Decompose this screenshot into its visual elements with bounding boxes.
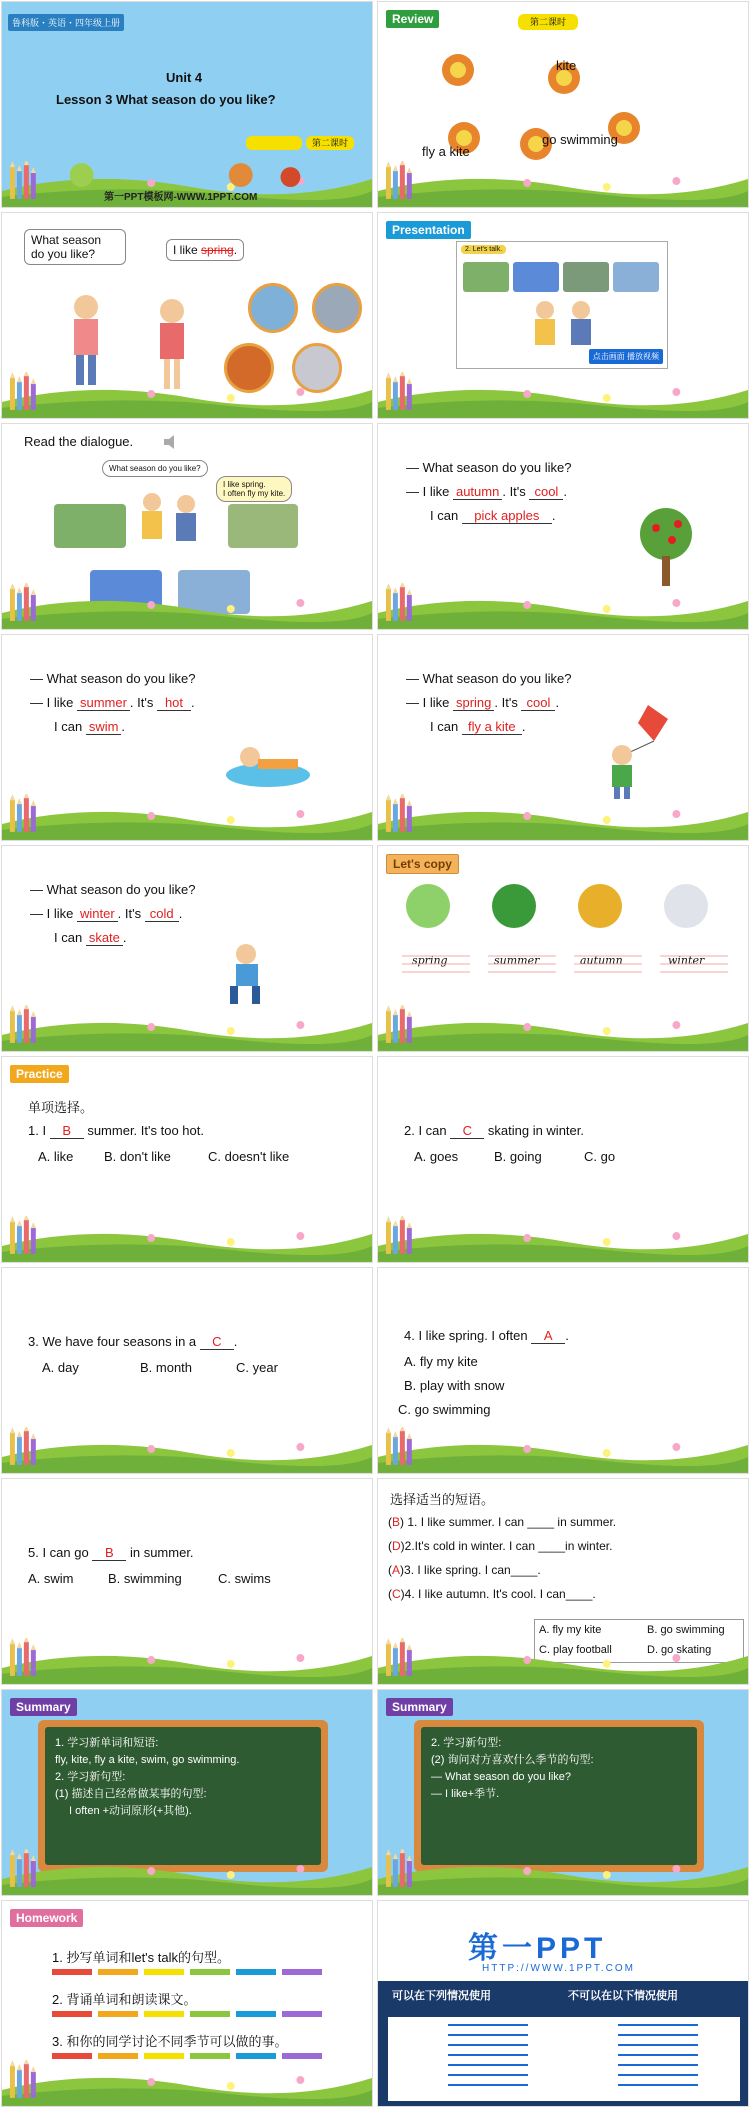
copy-word-spring: spring [412,954,448,967]
answer-prefix: — I like [406,695,450,710]
answer-end: . [563,484,568,499]
lets-copy-tag: Let's copy [386,854,459,874]
season-answer: summer [77,695,130,711]
season-picture-2[interactable] [312,283,362,333]
grass-decoration [2,2060,372,2106]
answer-bubble [216,476,292,502]
match-4-text: 4. I like autumn. It's cool. I can____. [404,1587,596,1601]
can-prefix: I can [430,508,459,523]
can-prefix: I can [54,719,83,734]
grass-decoration [2,1427,372,1473]
question-4-prefix: 4. I like spring. I often [404,1328,528,1343]
answer-line-2: I often fly my kite. [223,489,286,498]
unit-title: Unit 4 [166,70,203,85]
firework-1[interactable] [434,46,482,94]
match-4-answer: C [392,1587,401,1601]
summary-line-5: I often +动词原形(+其他). [69,1805,192,1817]
slide-read-dialogue[interactable] [1,423,373,630]
slide-lets-copy[interactable] [377,845,749,1052]
chalkboard-surface [45,1727,321,1865]
grass-decoration [2,1216,372,1262]
weather-answer: hot [157,695,191,711]
grass-decoration [378,1216,748,1262]
choice-a: A. fly my kite [539,1624,602,1636]
option-b: B. swimming [108,1571,182,1586]
question-bubble [24,229,126,265]
answer-line [406,484,567,500]
period-pill: 第二课时 [306,136,354,150]
crayon-row-2 [52,2009,322,2019]
copy-word-autumn: autumn [580,954,623,967]
grass-decoration [2,794,372,840]
slide-practice-3[interactable] [1,1267,373,1474]
question-2 [404,1123,584,1139]
choice-d: D. go skating [647,1644,712,1656]
question-4-suffix: . [565,1328,569,1343]
crayon-row-1 [52,1967,322,1977]
video-thumb-2[interactable] [513,262,559,292]
video-frame[interactable] [456,241,668,369]
grass-decoration [378,1638,748,1684]
question-line: — What season do you like? [406,460,572,475]
presentation-tag: Presentation [386,221,471,239]
question-2-answer: C [450,1123,484,1139]
copy-word-winter: winter [668,954,705,967]
grass-decoration [2,1005,372,1051]
homework-3: 3. 和你的同学讨论不同季节可以做的事。 [52,2034,288,2049]
swimmer-illustration [220,731,316,791]
slide-presentation[interactable] [377,212,749,419]
copy-word-summer: summer [494,954,540,967]
kite-boy-illustration [598,701,678,801]
summary-line-3: — What season do you like? [431,1771,572,1783]
question-5-suffix: in summer. [129,1545,194,1560]
answer-prefix: — I like [406,484,450,499]
slide-autumn[interactable] [377,423,749,630]
weather-prefix: . It's [494,695,518,710]
activity-answer: skate [86,930,123,946]
question-line: — What season do you like? [30,671,196,686]
summary-line-4: (1) 描述自己经常做某事的句型: [55,1788,207,1800]
word-kite: kite [556,58,577,73]
activity-answer: fly a kite [462,719,522,735]
homework-tag: Homework [10,1909,83,1927]
answer-word: spring [201,243,234,257]
activity-end: . [122,930,127,945]
option-c: C. swims [218,1571,271,1586]
answer-line-1: I like spring. [223,480,266,489]
question-4-answer: A [531,1328,565,1344]
match-2-text: 2.It's cold in winter. I can ____in winter. [404,1539,613,1553]
answer-bubble [166,239,244,261]
word-fly-a-kite: fly a kite [422,144,470,159]
match-3-answer: A [392,1563,401,1577]
word-go-swimming: go swimming [542,132,618,147]
option-a: A. like [38,1149,74,1164]
question-3-answer: C [200,1334,234,1350]
homework-1: 1. 抄写单词和let's talk的句型。 [52,1950,231,1965]
summary-line-4: — I like+季节. [431,1788,500,1800]
weather-answer: cold [145,906,179,922]
grass-decoration [378,372,748,418]
summary-tag: Summary [386,1698,453,1716]
question-2-prefix: 2. I can [404,1123,447,1138]
grass-decoration [378,583,748,629]
slide-practice-2[interactable] [377,1056,749,1263]
slide-summary-1[interactable] [1,1689,373,1896]
activity-answer: pick apples [462,508,552,524]
option-c: C. year [236,1360,278,1375]
winter-tree-picture [664,884,708,928]
slide-brand-footer[interactable] [377,1900,749,2107]
question-bubble: What season do you like? [102,460,208,477]
grass-decoration [378,1005,748,1051]
answer-prefix: — I like [30,906,74,921]
question-3-prefix: 3. We have four seasons in a [28,1334,197,1349]
scene-picture-1[interactable] [54,504,126,548]
question-line: — What season do you like? [30,882,196,897]
lesson-title: Lesson 3 What season do you like? [56,92,276,107]
lets-talk-label: 2. Let's talk. [461,245,506,254]
speaker-icon[interactable] [162,434,180,450]
exercise-heading: 单项选择。 [28,1100,94,1115]
matching-heading: 选择适当的短语。 [390,1492,495,1507]
allowed-heading: 可以在下列情况使用 [392,1990,491,2002]
season-picture-1[interactable] [248,283,298,333]
summary-line-1: 2. 学习新句型: [431,1737,502,1749]
brand-text: 第一PPT模板网-WWW.1PPT.COM [104,192,258,203]
choice-b: B. go swimming [647,1624,725,1636]
links-panel [388,2017,740,2101]
answer-prefix: I like [173,243,202,257]
option-a: A. goes [414,1149,459,1164]
season-answer: winter [77,906,118,922]
autumn-tree-picture [578,884,622,928]
weather-prefix: . It's [117,906,142,921]
grass-decoration [378,161,748,207]
activity-line [54,930,127,946]
question-2-suffix: skating in winter. [487,1123,584,1138]
question-5 [28,1545,194,1561]
slide-dialogue-intro[interactable] [1,212,373,419]
option-c: C. doesn't like [208,1149,290,1164]
question-line-1: What season [31,233,102,247]
children-illustration [136,490,206,560]
link-list-lines [388,2017,740,2101]
option-a: A. swim [28,1571,74,1586]
question-5-prefix: 5. I can go [28,1545,89,1560]
video-thumb-3[interactable] [563,262,609,292]
slide-review[interactable] [377,1,749,208]
option-b: B. don't like [104,1149,171,1164]
option-b: B. going [494,1149,542,1164]
yellow-pill [246,136,302,150]
grass-decoration [2,1849,372,1895]
summary-line-1: 1. 学习新单词和短语: [55,1737,159,1749]
terms-panel [378,1981,749,2107]
can-prefix: I can [430,719,459,734]
activity-line [54,719,125,735]
choice-c: C. play football [539,1644,612,1656]
answer-line [30,906,182,922]
option-b: B. play with snow [404,1378,505,1393]
question-3 [28,1334,237,1350]
question-line: — What season do you like? [406,671,572,686]
homework-2: 2. 背诵单词和朗读课文。 [52,1992,197,2007]
summary-line-2: (2) 询问对方喜欢什么季节的句型: [431,1754,594,1766]
option-b: B. month [140,1360,193,1375]
option-a: A. fly my kite [404,1354,478,1369]
scene-picture-2[interactable] [228,504,298,548]
read-title: Read the dialogue. [24,434,134,449]
slide-homework[interactable] [1,1900,373,2107]
question-line-2: do you like? [31,247,96,261]
activity-end: . [551,508,556,523]
weather-answer: cool [529,484,563,500]
question-1-suffix: summer. It's too hot. [87,1123,204,1138]
summary-tag: Summary [10,1698,77,1716]
activity-line [430,508,555,524]
option-c: C. go swimming [398,1402,491,1417]
activity-answer: swim [86,719,122,735]
question-4 [404,1328,569,1344]
summer-tree-picture [492,884,536,928]
video-thumb-1[interactable] [463,262,509,292]
match-1-answer: B [392,1515,401,1529]
slide-practice-4[interactable] [377,1267,749,1474]
grass-decoration [2,583,372,629]
question-5-answer: B [92,1545,126,1561]
practice-tag: Practice [10,1065,69,1083]
slide-title[interactable] [1,1,373,208]
option-a: A. day [42,1360,79,1375]
period-pill: 第二课时 [518,14,578,30]
slide-winter[interactable] [1,845,373,1052]
chalkboard-surface [421,1727,697,1865]
grass-decoration [378,1427,748,1473]
skater-illustration [216,942,286,1012]
summary-line-3: 2. 学习新句型: [55,1771,126,1783]
weather-prefix: . It's [129,695,154,710]
summary-line-2: fly, kite, fly a kite, swim, go swimming. [55,1754,240,1766]
slide-spring[interactable] [377,634,749,841]
copy-writing-lines [398,950,734,990]
slide-summer[interactable] [1,634,373,841]
weather-answer: cool [521,695,555,711]
answer-line [30,695,195,711]
option-c: C. go [584,1149,616,1164]
review-tag: Review [386,10,439,28]
video-thumb-4[interactable] [613,262,659,292]
season-answer: spring [453,695,494,711]
question-1-prefix: 1. I [28,1123,47,1138]
weather-prefix: . It's [502,484,526,499]
activity-end: . [121,719,126,734]
answer-end: . [178,906,183,921]
spring-tree-picture [406,884,450,928]
match-item-2: (D)2.It's cold in winter. I can ____in winter. [388,1539,613,1553]
question-1-answer: B [50,1123,84,1139]
match-item-3: (A)3. I like spring. I can____. [388,1563,541,1577]
answer-line [406,695,559,711]
season-answer: autumn [453,484,502,500]
apple-tree-illustration [636,504,702,590]
grass-decoration [378,1849,748,1895]
brand-logo[interactable]: 第一PPT [468,1932,607,1965]
match-2-answer: D [392,1539,401,1553]
slide-practice-1[interactable] [1,1056,373,1263]
publisher-badge: 鲁科版・英语・四年级上册 [8,14,124,31]
play-video-button[interactable]: 点击画面 播放视频 [589,349,663,364]
activity-line [430,719,525,735]
answer-suffix: . [233,243,238,257]
grass-decoration [2,372,372,418]
answer-end: . [555,695,560,710]
slide-practice-5[interactable] [1,1478,373,1685]
slide-summary-2[interactable] [377,1689,749,1896]
match-3-text: 3. I like spring. I can____. [404,1563,541,1577]
grass-decoration [2,1638,372,1684]
grass-decoration [378,794,748,840]
match-item-1: (B) 1. I like summer. I can ____ in summer. [388,1515,617,1529]
match-item-4: (C)4. I like autumn. It's cool. I can____. [388,1587,596,1601]
slide-phrase-matching[interactable] [377,1478,749,1685]
answer-prefix: — I like [30,695,74,710]
answer-end: . [190,695,195,710]
question-3-suffix: . [233,1334,238,1349]
match-1-text: 1. I like summer. I can ____ in summer. [407,1515,617,1529]
question-1 [28,1123,204,1139]
can-prefix: I can [54,930,83,945]
brand-url[interactable]: HTTP://WWW.1PPT.COM [482,1963,635,1974]
activity-end: . [521,719,526,734]
forbidden-heading: 不可以在以下情况使用 [568,1990,678,2002]
